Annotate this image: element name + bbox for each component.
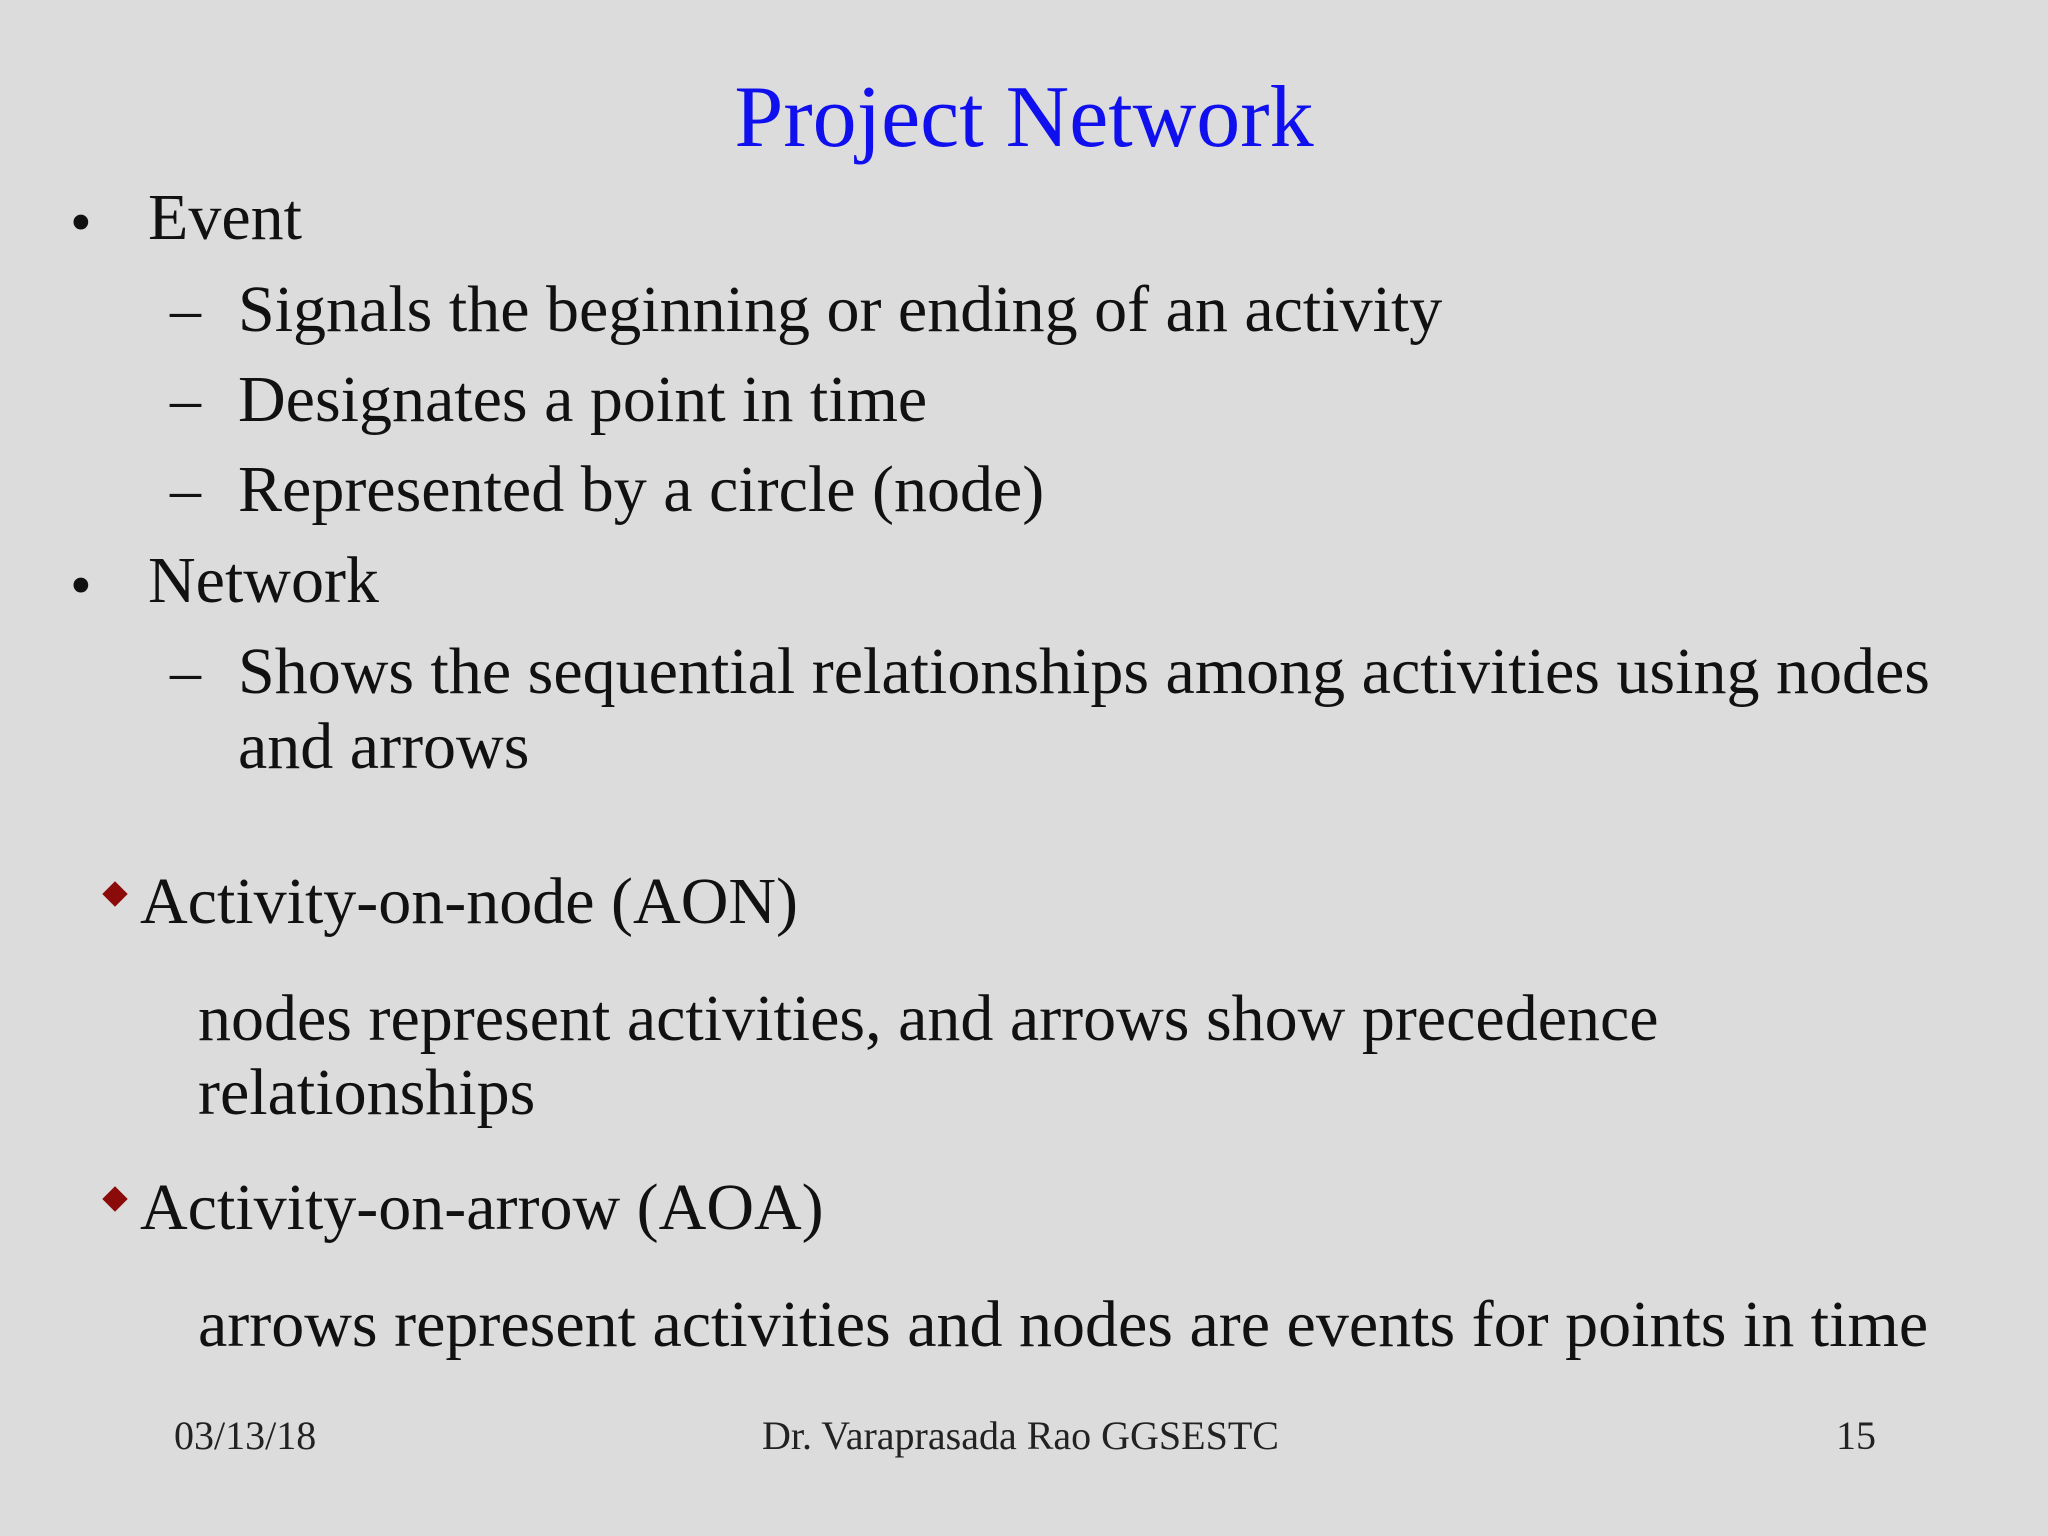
aoa-description: arrows represent activities and nodes are events for points in time bbox=[198, 1288, 1929, 1361]
footer-author: Dr. Varaprasada Rao GGSESTC bbox=[762, 1413, 1279, 1458]
bullet-icon: • bbox=[70, 189, 92, 257]
sub-item-shows-line1: Shows the sequential relationships among activities using nodes bbox=[238, 635, 1930, 708]
bullet-network-label: Network bbox=[148, 544, 379, 617]
dash-icon: – bbox=[170, 638, 201, 706]
bullet-icon: • bbox=[70, 552, 92, 620]
footer-page-number: 15 bbox=[1836, 1413, 1876, 1458]
sub-item-signals: Signals the beginning or ending of an activity bbox=[238, 273, 1443, 346]
diamond-bullet-icon bbox=[102, 1186, 127, 1211]
sub-item-designates: Designates a point in time bbox=[238, 363, 928, 436]
sub-item-represented: Represented by a circle (node) bbox=[238, 453, 1045, 526]
dash-icon: – bbox=[170, 276, 201, 344]
aoa-label: Activity-on-arrow (AOA) bbox=[140, 1171, 824, 1244]
aon-label: Activity-on-node (AON) bbox=[140, 865, 799, 938]
footer-date: 03/13/18 bbox=[174, 1413, 317, 1458]
dash-icon: – bbox=[170, 456, 201, 524]
bullet-event-label: Event bbox=[148, 181, 302, 254]
dash-icon: – bbox=[170, 366, 201, 434]
sub-item-shows-line2: and arrows bbox=[238, 710, 530, 783]
slide-title: Project Network bbox=[734, 69, 1314, 166]
aon-description: nodes represent activities, and arrows show precedence relationships bbox=[198, 982, 1659, 1129]
diamond-bullet-icon bbox=[102, 881, 127, 906]
